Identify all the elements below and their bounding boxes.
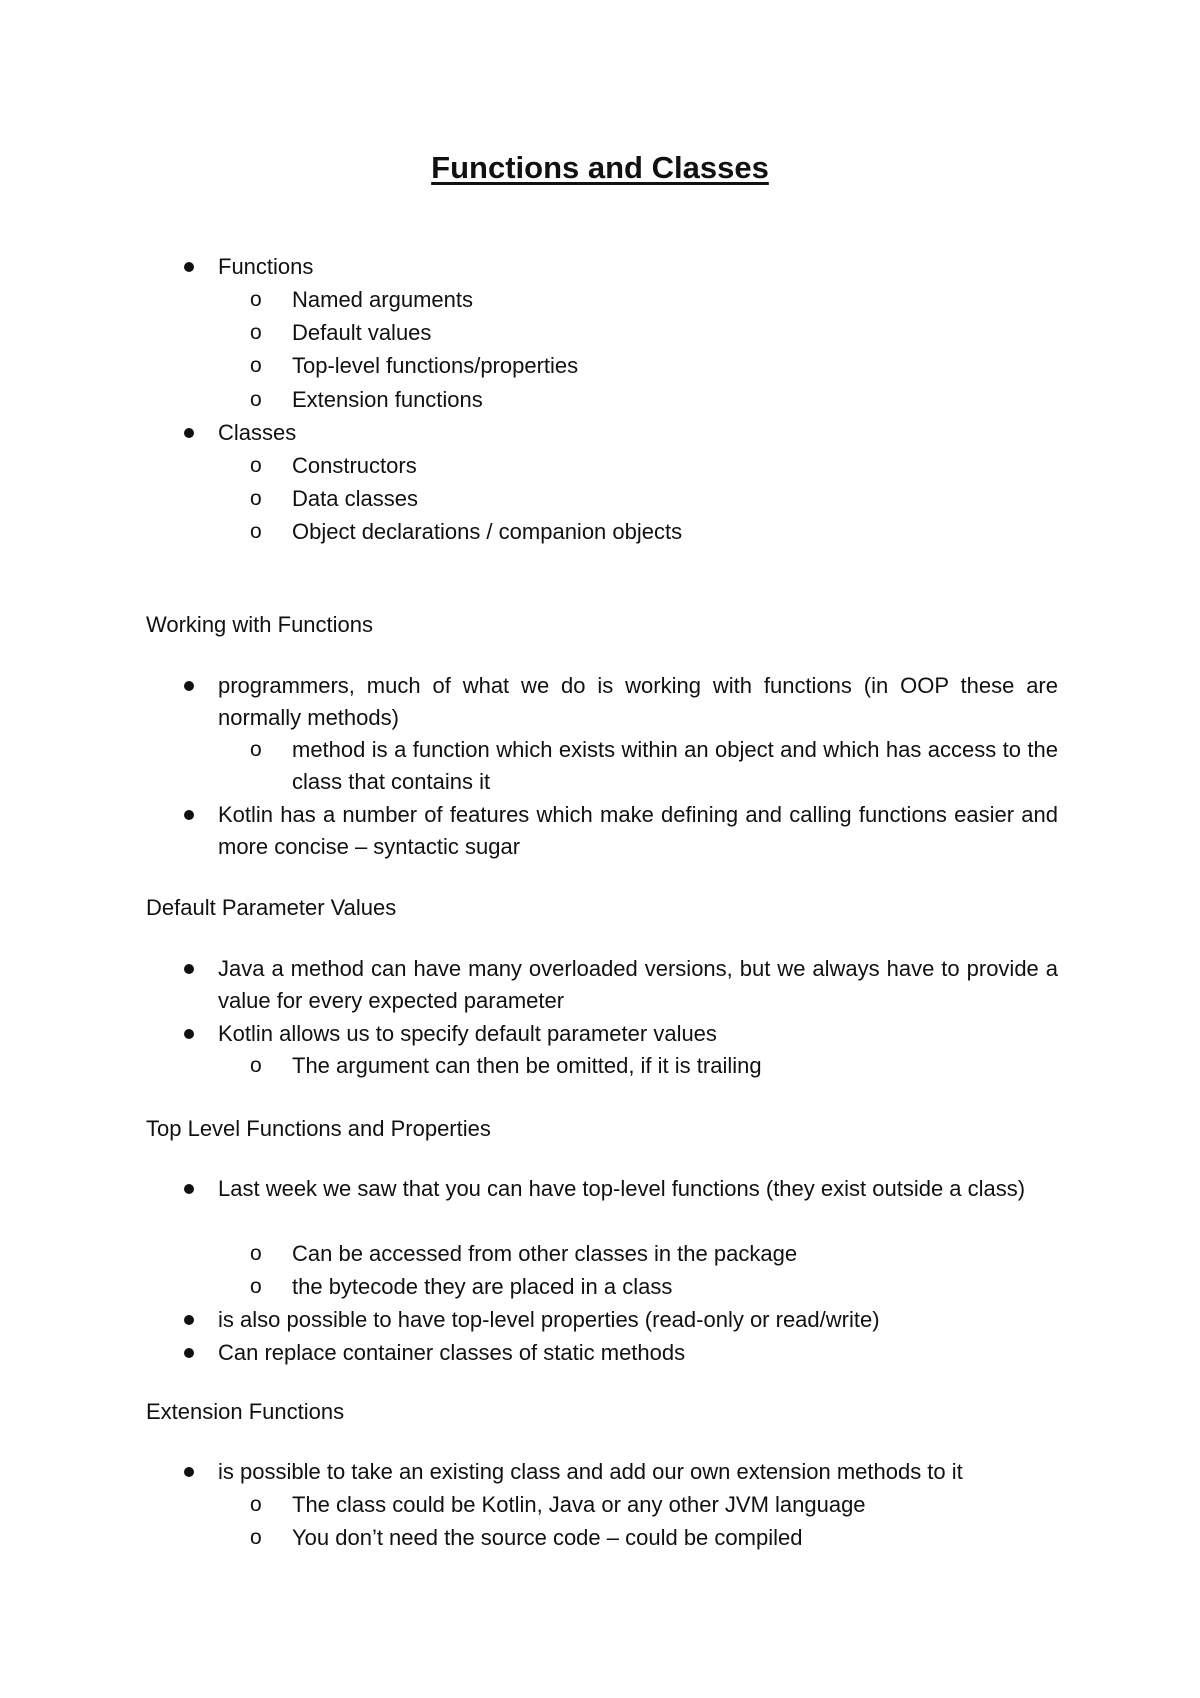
bullet-dot-icon: [184, 1348, 194, 1358]
section-heading-working: Working with Functions: [146, 612, 374, 637]
outline-subitem: [250, 284, 1058, 316]
section-heading-extension: Extension Functions: [146, 1399, 345, 1424]
outline-subitem: [250, 384, 1058, 416]
bullet-dot-icon: [184, 428, 194, 438]
bullet-text: Kotlin allows us to specify default parameter values: [218, 1021, 717, 1046]
bullet-dot-icon: [184, 1029, 194, 1039]
section-bullet: [218, 670, 1058, 734]
bullet-dot-icon: [184, 1467, 194, 1477]
section-bullet: [218, 1456, 1058, 1488]
bullet-text: Can replace container classes of static methods: [218, 1340, 686, 1365]
section-subbullet: [250, 1238, 1058, 1270]
outline-subitem-label: Top-level functions/properties: [292, 353, 579, 378]
bullet-circle-icon: o: [250, 454, 262, 477]
section-subbullet: [250, 1050, 1058, 1082]
outline-subitem-label: Data classes: [292, 486, 418, 511]
page-title: Functions and Classes: [431, 150, 769, 185]
subbullet-text: the bytecode they are placed in a class: [292, 1274, 673, 1299]
section-bullet: [218, 1337, 1058, 1369]
subbullet-text: The class could be Kotlin, Java or any other JVM language: [292, 1492, 866, 1517]
bullet-text: is also possible to have top-level properties (read-only or read/write): [218, 1307, 880, 1332]
bullet-text: Kotlin has a number of features which make defining and calling functions easier and more concise – syntactic sugar: [218, 802, 1058, 859]
section-subbullet: [250, 1271, 1058, 1303]
bullet-circle-icon: o: [250, 1493, 262, 1516]
outline-item-label: Functions: [218, 254, 314, 279]
outline-subitem-label: Named arguments: [292, 287, 473, 312]
bullet-circle-icon: o: [250, 1242, 262, 1265]
bullet-dot-icon: [184, 1315, 194, 1325]
section-bullet: [218, 1173, 1058, 1205]
bullet-dot-icon: [184, 810, 194, 820]
bullet-dot-icon: [184, 1184, 194, 1194]
outline-subitem: [250, 317, 1058, 349]
outline-item-label: Classes: [218, 420, 297, 445]
bullet-circle-icon: o: [250, 388, 262, 411]
bullet-circle-icon: o: [250, 738, 262, 761]
outline-subitem: [250, 450, 1058, 482]
subbullet-text: method is a function which exists within an object and which has access to the class that contains it: [292, 737, 1058, 794]
bullet-dot-icon: [184, 681, 194, 691]
subbullet-text: The argument can then be omitted, if it is trailing: [292, 1053, 762, 1078]
bullet-circle-icon: o: [250, 1526, 262, 1549]
bullet-dot-icon: [184, 964, 194, 974]
section-heading-defaults: Default Parameter Values: [146, 895, 397, 920]
outline-item-classes: [218, 417, 1058, 449]
section-subbullet: [250, 1489, 1058, 1521]
bullet-dot-icon: [184, 262, 194, 272]
bullet-circle-icon: o: [250, 1275, 262, 1298]
bullet-circle-icon: o: [250, 321, 262, 344]
bullet-circle-icon: o: [250, 354, 262, 377]
outline-subitem: [250, 350, 1058, 382]
outline-subitem-label: Default values: [292, 320, 432, 345]
outline-subitem-label: Constructors: [292, 453, 417, 478]
outline-subitem-label: Extension functions: [292, 387, 483, 412]
section-bullet: [218, 953, 1058, 1017]
bullet-circle-icon: o: [250, 1054, 262, 1077]
subbullet-text: Can be accessed from other classes in the package: [292, 1241, 798, 1266]
section-subbullet: [250, 734, 1058, 798]
section-heading-toplevel: Top Level Functions and Properties: [146, 1116, 491, 1141]
bullet-circle-icon: o: [250, 487, 262, 510]
outline-subitem: [250, 516, 1058, 548]
section-subbullet: [250, 1522, 1058, 1554]
outline-subitem: [250, 483, 1058, 515]
bullet-circle-icon: o: [250, 288, 262, 311]
bullet-text: programmers, much of what we do is working with functions (in OOP these are normally methods): [218, 673, 1058, 730]
bullet-text: is possible to take an existing class and add our own extension methods to it: [218, 1459, 963, 1484]
subbullet-text: You don’t need the source code – could be compiled: [292, 1525, 803, 1550]
outline-subitem-label: Object declarations / companion objects: [292, 519, 683, 544]
bullet-circle-icon: o: [250, 520, 262, 543]
section-bullet: [218, 1304, 1058, 1336]
section-bullet: [218, 799, 1058, 863]
outline-item-functions: [218, 251, 1058, 283]
section-bullet: [218, 1018, 1058, 1050]
bullet-text: Last week we saw that you can have top-level functions (they exist outside a class): [218, 1176, 1026, 1201]
bullet-text: Java a method can have many overloaded versions, but we always have to provide a value for every expected parameter: [218, 956, 1058, 1013]
